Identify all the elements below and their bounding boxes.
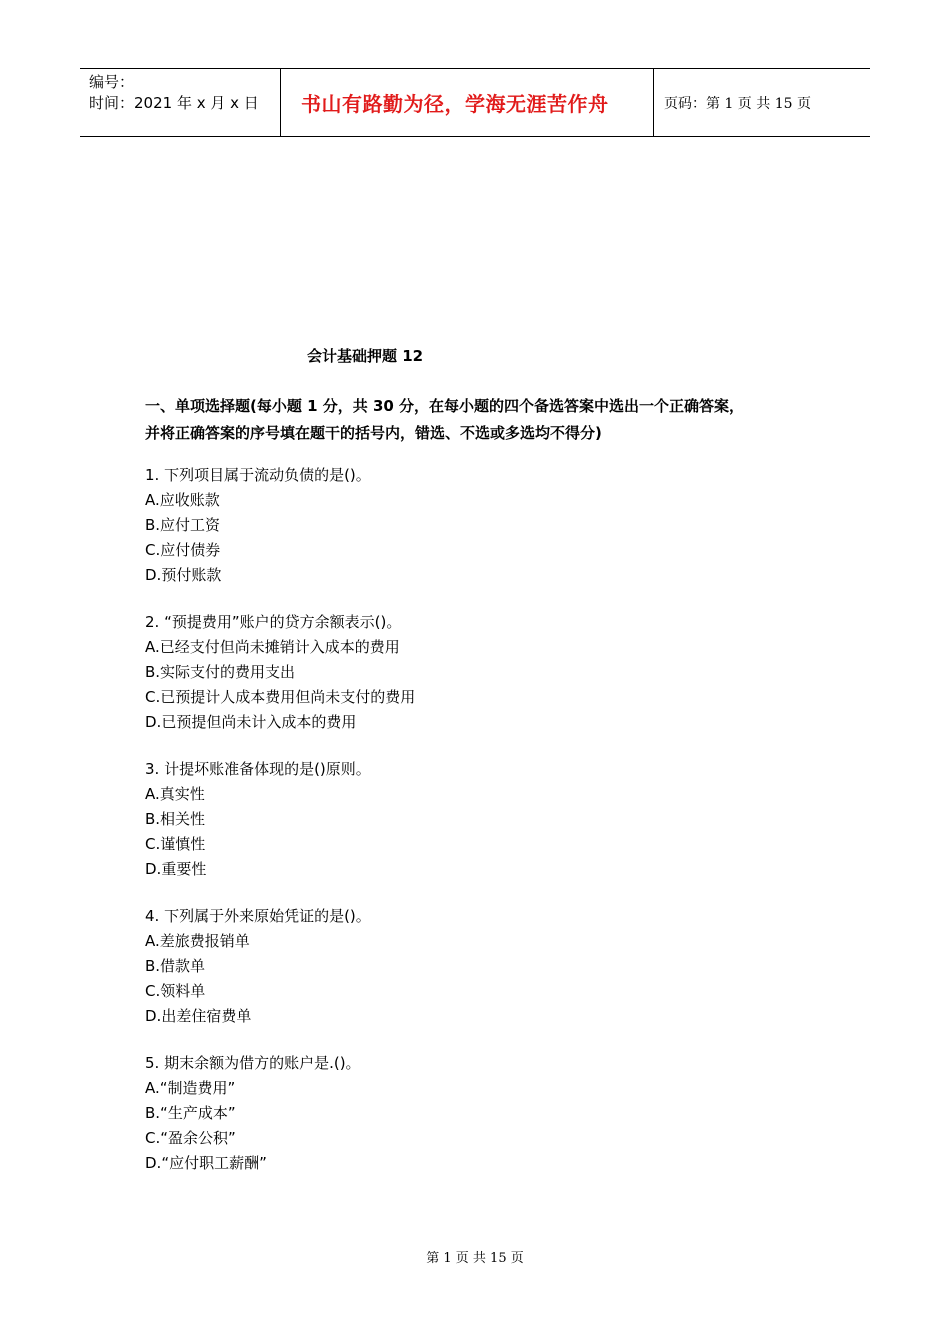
option-c: C.谨慎性 xyxy=(145,835,206,853)
section-heading-line-2: 并将正确答案的序号填在题干的括号内，错选、不选或多选均不得分) xyxy=(145,424,602,442)
section-heading xyxy=(145,393,825,447)
page-footer: 第 1 页 共 15 页 xyxy=(426,1251,524,1266)
motto-text: 书山有路勤为径，学海无涯苦作舟 xyxy=(301,92,609,116)
question-4 xyxy=(145,904,825,1029)
option-a: A.真实性 xyxy=(145,785,205,803)
section-heading-line-1: 一、单项选择题(每小题 1 分，共 30 分，在每小题的四个备选答案中选出一个正确答案， xyxy=(145,397,745,415)
question-list xyxy=(145,463,825,1198)
question-1 xyxy=(145,463,825,588)
question-5 xyxy=(145,1051,825,1176)
option-d: D.已预提但尚未计入成本的费用 xyxy=(145,713,357,731)
option-b: B.借款单 xyxy=(145,957,206,975)
option-a: A.差旅费报销单 xyxy=(145,932,250,950)
option-d: D.重要性 xyxy=(145,860,207,878)
option-c: C.已预提计人成本费用但尚未支付的费用 xyxy=(145,688,416,706)
option-b: B.实际支付的费用支出 xyxy=(145,663,296,681)
question-3 xyxy=(145,757,825,882)
question-stem: 2. “预提费用”账户的贷方余额表示()。 xyxy=(145,613,402,631)
page-info: 页码：第 1 页 共 15 页 xyxy=(664,95,811,112)
option-b: B.相关性 xyxy=(145,810,206,828)
question-stem: 5. 期末余额为借方的账户是.()。 xyxy=(145,1054,361,1072)
option-d: D.出差住宿费单 xyxy=(145,1007,252,1025)
question-stem: 3. 计提坏账准备体现的是()原则。 xyxy=(145,760,371,778)
option-c: C.应付债券 xyxy=(145,541,221,559)
number-label: 编号： xyxy=(89,73,135,91)
time-line: 时间：2021 年 x 月 x 日 xyxy=(89,94,259,112)
question-2 xyxy=(145,610,825,735)
option-a: A.应收账款 xyxy=(145,491,220,509)
header-meta-cell xyxy=(80,69,281,136)
option-c: C.“盈余公积” xyxy=(145,1129,236,1147)
document-title: 会计基础押题 12 xyxy=(307,347,424,365)
option-b: B.应付工资 xyxy=(145,516,221,534)
option-b: B.“生产成本” xyxy=(145,1104,236,1122)
option-d: D.预付账款 xyxy=(145,566,222,584)
header-page-cell xyxy=(654,69,870,136)
document-header xyxy=(80,68,870,137)
question-stem: 1. 下列项目属于流动负债的是()。 xyxy=(145,466,371,484)
option-a: A.“制造费用” xyxy=(145,1079,236,1097)
option-d: D.“应付职工薪酬” xyxy=(145,1154,267,1172)
question-stem: 4. 下列属于外来原始凭证的是()。 xyxy=(145,907,371,925)
option-a: A.已经支付但尚未摊销计入成本的费用 xyxy=(145,638,400,656)
option-c: C.领料单 xyxy=(145,982,206,1000)
header-motto-cell xyxy=(281,69,654,136)
